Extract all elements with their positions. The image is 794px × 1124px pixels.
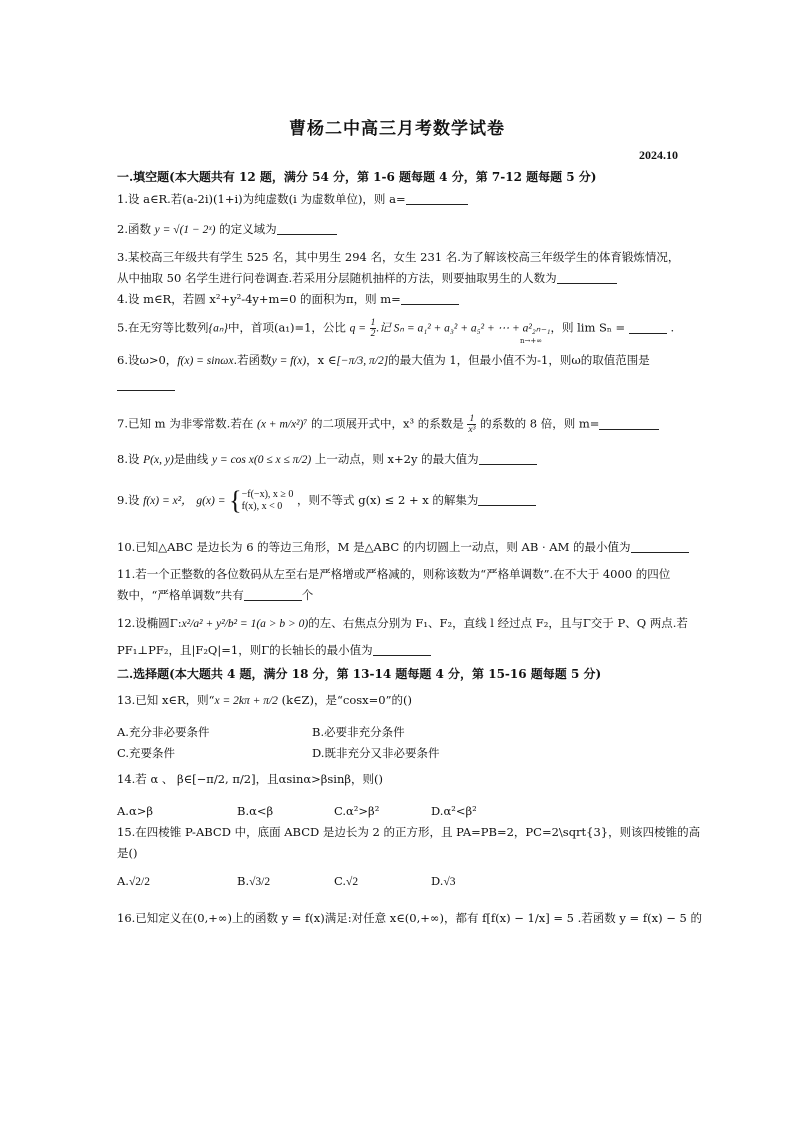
- piecewise-cases: [242, 489, 294, 513]
- question-12-line-2-row: [117, 643, 431, 658]
- question-5-q: q =: [349, 322, 366, 335]
- question-8-curve: y = cos x(0 ≤ x ≤ π/2): [211, 454, 312, 466]
- fraction-denominator: 2: [370, 329, 376, 339]
- question-12-prefix: 12.设椭圆Γ:: [117, 616, 182, 630]
- question-11: [117, 588, 313, 603]
- answer-blank-10[interactable]: [631, 540, 689, 553]
- answer-blank-2[interactable]: [277, 222, 337, 235]
- exam-date: 2024.10: [639, 148, 678, 162]
- option-13d[interactable]: D.既非充分又非必要条件: [312, 746, 440, 760]
- question-6-mid: .若函数: [233, 353, 272, 367]
- question-7: [117, 414, 659, 435]
- question-6-suffix: 的最大值为 1，但最小值不为-1，则ω的取值范围是: [388, 353, 650, 367]
- fraction-denominator: x³: [468, 425, 476, 435]
- question-6-func: f(x) = sinωx: [177, 355, 234, 367]
- question-9-g: g(x) =: [196, 495, 226, 507]
- option-14b[interactable]: B.α<β: [237, 804, 274, 818]
- question-8-suffix: 上一动点，则 x+2y 的最大值为: [314, 452, 479, 466]
- question-7-prefix: 7.已知 m 为非零常数.若在: [117, 416, 254, 431]
- question-12-suffix: 的左、右焦点分别为 F₁、F₂，直线 l 经过点 F₂，且与Γ交于 P、Q 两点.若: [308, 616, 688, 630]
- answer-blank-9[interactable]: [478, 493, 536, 506]
- question-12-eq: x²/a² + y²/b² = 1(a > b > 0): [181, 618, 309, 630]
- option-15d-label: D.: [431, 874, 444, 888]
- answer-blank-11[interactable]: [244, 588, 302, 601]
- answer-blank-12[interactable]: [373, 643, 431, 656]
- question-6-prefix: 6.设ω>0，: [117, 353, 178, 367]
- answer-blank-4[interactable]: [401, 292, 459, 305]
- question-6-interval: [−π/3, π/2]: [336, 355, 389, 367]
- option-15b-value: √3/2: [249, 876, 271, 888]
- answer-blank-3[interactable]: [557, 271, 617, 284]
- page-title: 曹杨二中高三月考数学试卷: [289, 119, 505, 139]
- question-13-expr: x = 2kπ + π/2: [214, 695, 278, 707]
- option-15a-value: √2/2: [128, 876, 150, 888]
- question-7-expr: (x + m/x²)⁷: [257, 418, 308, 431]
- option-15c[interactable]: [334, 874, 358, 888]
- limit-subscript: n→+∞: [520, 337, 543, 345]
- question-13: [117, 693, 412, 709]
- question-7-fraction: [467, 414, 476, 435]
- question-9-f: f(x) = x²，: [143, 495, 193, 507]
- option-14a[interactable]: A.α>β: [117, 804, 154, 818]
- question-11-line-2: 数中，“严格单调数”共有: [117, 588, 244, 602]
- question-16: 16.已知定义在(0,+∞)上的函数 y = f(x)满足:对任意 x∈(0,+∞)，都有 f[f(x) − 1/x] = 5 .若函数 y = f(x) − 5 的: [117, 911, 702, 925]
- question-1-text: 1.设 a∈R.若(a-2i)(1+i)为纯虚数(i 为虚数单位)，则 a=: [117, 192, 406, 206]
- option-14d[interactable]: D.α²<β²: [431, 804, 477, 818]
- question-14: 14.若 α 、 β∈[−π/2, π/2]，且αsinα>βsinβ，则(): [117, 772, 384, 786]
- question-5-prefix: 5.在无穷等比数列: [117, 320, 209, 335]
- option-14c[interactable]: C.α²>β²: [334, 804, 380, 818]
- question-2-prefix: 2.函数: [117, 222, 151, 236]
- option-15c-label: C.: [334, 874, 347, 888]
- question-2-formula: y = √(1 − 2ˣ): [154, 224, 216, 236]
- question-4: [117, 292, 459, 307]
- option-15c-value: √2: [346, 876, 359, 888]
- option-15a-label: A.: [117, 874, 129, 888]
- option-15d[interactable]: [431, 874, 456, 888]
- question-9-suffix: ，则不等式 g(x) ≤ 2 + x 的解集为: [297, 493, 479, 507]
- option-13a[interactable]: A.充分非必要条件: [117, 725, 210, 739]
- question-9: [117, 488, 536, 514]
- section-1-heading: 一.填空题(本大题共有 12 题，满分 54 分，第 1-6 题每题 4 分，第 7-12 题每题 5 分): [117, 170, 597, 184]
- question-11-line-2-end: 个: [301, 588, 314, 602]
- question-2: [117, 222, 337, 238]
- question-6-answer-line: [117, 378, 175, 393]
- question-8: [117, 452, 537, 468]
- answer-blank-1[interactable]: [406, 192, 468, 205]
- question-8-prefix: 8.设: [117, 452, 140, 466]
- section-2-heading: 二.选择题(本大题共 4 题，满分 18 分，第 13-14 题每题 4 分，第 15-16 题每题 5 分): [117, 667, 602, 681]
- answer-blank-6[interactable]: [117, 378, 175, 391]
- piecewise-case-1: −f(−x), x ≥ 0: [241, 489, 294, 500]
- question-12: [117, 616, 688, 632]
- question-11-line-1: 11.若一个正整数的各位数码从左至右是严格增或严格减的，则称该数为“严格单调数”.在不大于 4000 的四位: [117, 567, 671, 581]
- question-6: [117, 353, 650, 369]
- question-12-line-2: PF₁⊥PF₂，且|F₂Q|=1，则Γ的长轴长的最小值为: [117, 643, 373, 657]
- question-3-line-1: 3.某校高三年级共有学生 525 名，其中男生 294 名，女生 231 名.为了解该校高三年级学生的体育锻炼情况，: [117, 250, 680, 264]
- question-7-suffix: 的系数的 8 倍，则 m=: [480, 416, 600, 431]
- option-15a[interactable]: [117, 874, 150, 888]
- option-15b[interactable]: [237, 874, 270, 888]
- question-6-interval-prefix: ，x ∈: [306, 353, 337, 367]
- question-10-text: 10.已知△ABC 是边长为 6 的等边三角形，M 是△ABC 的内切圆上一动点，则 AB · AM 的最小值为: [117, 540, 631, 554]
- question-10: [117, 540, 689, 555]
- answer-blank-7[interactable]: [599, 417, 659, 430]
- option-13c[interactable]: C.充要条件: [117, 746, 176, 760]
- question-5-sum: .记 Sₙ = a₁² + a₃² + a₅² + ⋯ + a²₂ₙ₋₁: [376, 322, 551, 335]
- question-8-point: P(x, y): [143, 454, 174, 466]
- piecewise-brace: {: [229, 486, 242, 515]
- question-3: [117, 271, 617, 286]
- question-13-suffix: (k∈Z)，是“cosx=0”的(): [277, 693, 412, 707]
- question-5: [117, 318, 674, 339]
- question-7-mid: 的二项展开式中，x³ 的系数是: [310, 416, 464, 431]
- option-13b[interactable]: B.必要非充分条件: [312, 725, 405, 739]
- question-5-mid: 中，首项(a₁)=1，公比: [228, 320, 346, 335]
- question-13-prefix: 13.已知 x∈R，则“: [117, 693, 215, 707]
- question-5-limit: ，则 lim Sₙ =: [550, 320, 626, 335]
- question-15-line-1: 15.在四棱锥 P-ABCD 中，底面 ABCD 是边长为 2 的正方形，且 PA=PB=2，PC=2\sqrt{3}，则该四棱锥的高: [117, 825, 701, 839]
- question-5-seq: {aₙ}: [208, 322, 229, 335]
- question-5-end: .: [670, 320, 675, 335]
- question-8-mid: 是曲线: [173, 452, 209, 466]
- fraction-numerator: 1: [370, 318, 376, 328]
- piecewise-case-2: f(x), x < 0: [241, 501, 283, 512]
- question-9-prefix: 9.设: [117, 493, 140, 507]
- option-15b-label: B.: [237, 874, 250, 888]
- question-6-func2: y = f(x): [271, 355, 307, 367]
- answer-blank-8[interactable]: [479, 452, 537, 465]
- answer-blank-5[interactable]: [629, 321, 667, 334]
- question-3-line-2: 从中抽取 50 名学生进行问卷调查.若采用分层随机抽样的方法，则要抽取男生的人数为: [117, 271, 557, 285]
- question-15-line-2: 是(): [117, 846, 138, 860]
- question-1: [117, 192, 468, 207]
- fraction-numerator: 1: [467, 414, 476, 425]
- question-2-suffix: 的定义域为: [219, 222, 277, 236]
- option-15d-value: √3: [443, 876, 456, 888]
- question-4-text: 4.设 m∈R，若圆 x²+y²-4y+m=0 的面积为π，则 m=: [117, 292, 401, 306]
